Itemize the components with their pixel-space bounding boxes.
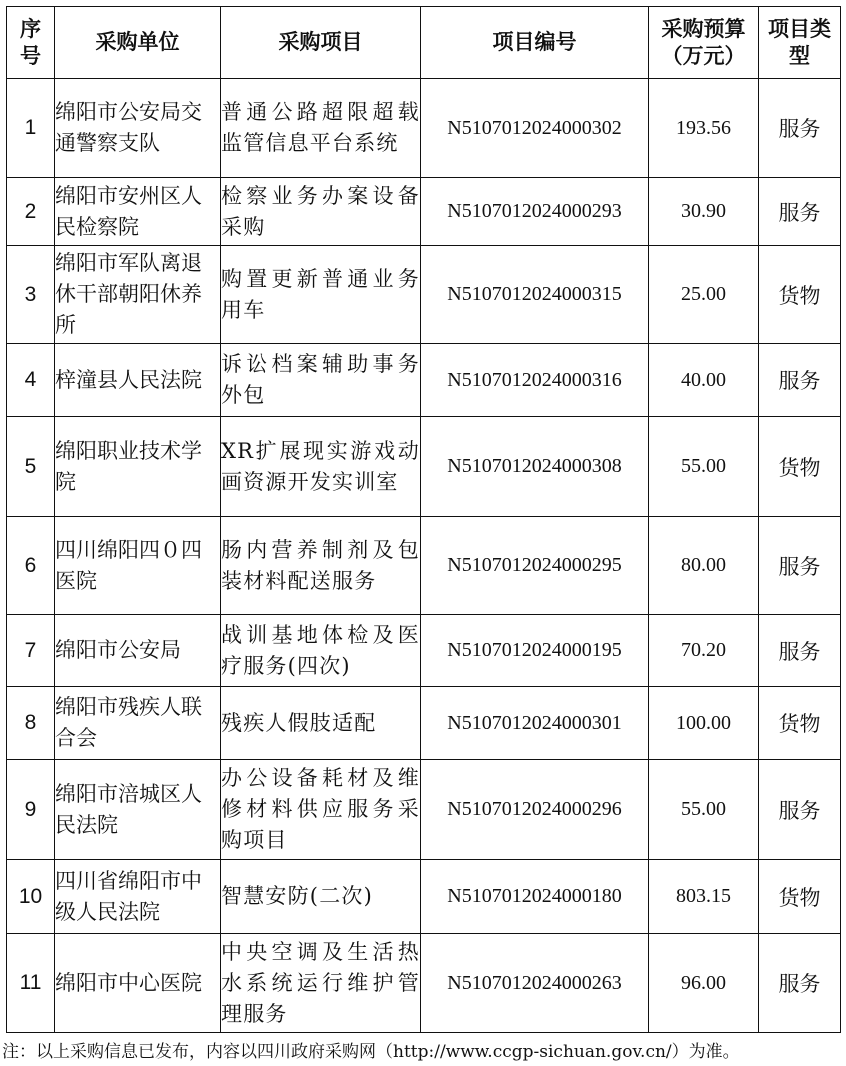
code-cell: N5107012024000315 bbox=[421, 246, 649, 344]
header-row bbox=[7, 7, 841, 79]
project-cell: 普通公路超限超载监管信息平台系统 bbox=[221, 79, 421, 178]
seq-cell: 2 bbox=[7, 178, 55, 246]
project-cell: 检察业务办案设备采购 bbox=[221, 178, 421, 246]
unit-cell: 绵阳市中心医院 bbox=[55, 934, 221, 1033]
seq-cell: 3 bbox=[7, 246, 55, 344]
budget-cell: 25.00 bbox=[649, 246, 759, 344]
type-cell: 服务 bbox=[759, 934, 841, 1033]
unit-cell: 四川省绵阳市中级人民法院 bbox=[55, 860, 221, 934]
code-cell: N5107012024000296 bbox=[421, 760, 649, 860]
type-cell: 货物 bbox=[759, 860, 841, 934]
code-cell: N5107012024000316 bbox=[421, 344, 649, 417]
seq-cell: 9 bbox=[7, 760, 55, 860]
header-code: 项目编号 bbox=[421, 7, 649, 79]
table-row bbox=[7, 517, 841, 615]
project-cell: 诉讼档案辅助事务外包 bbox=[221, 344, 421, 417]
table-row bbox=[7, 860, 841, 934]
unit-cell: 梓潼县人民法院 bbox=[55, 344, 221, 417]
table-row bbox=[7, 615, 841, 687]
type-cell: 服务 bbox=[759, 615, 841, 687]
unit-cell: 绵阳市军队离退休干部朝阳休养所 bbox=[55, 246, 221, 344]
budget-cell: 70.20 bbox=[649, 615, 759, 687]
header-unit: 采购单位 bbox=[55, 7, 221, 79]
type-cell: 服务 bbox=[759, 344, 841, 417]
type-cell: 服务 bbox=[759, 79, 841, 178]
table-row bbox=[7, 344, 841, 417]
budget-cell: 55.00 bbox=[649, 417, 759, 517]
header-project: 采购项目 bbox=[221, 7, 421, 79]
seq-cell: 6 bbox=[7, 517, 55, 615]
seq-cell: 10 bbox=[7, 860, 55, 934]
project-cell: 智慧安防(二次) bbox=[221, 860, 421, 934]
project-cell: 肠内营养制剂及包装材料配送服务 bbox=[221, 517, 421, 615]
code-cell: N5107012024000302 bbox=[421, 79, 649, 178]
budget-cell: 193.56 bbox=[649, 79, 759, 178]
type-cell: 货物 bbox=[759, 246, 841, 344]
unit-cell: 绵阳市安州区人民检察院 bbox=[55, 178, 221, 246]
header-type: 项目类型 bbox=[759, 7, 841, 79]
type-cell: 货物 bbox=[759, 417, 841, 517]
header-seq: 序号 bbox=[7, 7, 55, 79]
unit-cell: 四川绵阳四０四医院 bbox=[55, 517, 221, 615]
code-cell: N5107012024000195 bbox=[421, 615, 649, 687]
code-cell: N5107012024000295 bbox=[421, 517, 649, 615]
code-cell: N5107012024000308 bbox=[421, 417, 649, 517]
procurement-table bbox=[6, 6, 841, 1033]
budget-cell: 40.00 bbox=[649, 344, 759, 417]
code-cell: N5107012024000180 bbox=[421, 860, 649, 934]
type-cell: 货物 bbox=[759, 687, 841, 760]
type-cell: 服务 bbox=[759, 760, 841, 860]
table-row bbox=[7, 79, 841, 178]
unit-cell: 绵阳市公安局 bbox=[55, 615, 221, 687]
seq-cell: 11 bbox=[7, 934, 55, 1033]
unit-cell: 绵阳市公安局交通警察支队 bbox=[55, 79, 221, 178]
table-row bbox=[7, 246, 841, 344]
type-cell: 服务 bbox=[759, 517, 841, 615]
budget-cell: 803.15 bbox=[649, 860, 759, 934]
budget-cell: 100.00 bbox=[649, 687, 759, 760]
seq-cell: 4 bbox=[7, 344, 55, 417]
code-cell: N5107012024000301 bbox=[421, 687, 649, 760]
project-cell: 办公设备耗材及维修材料供应服务采购项目 bbox=[221, 760, 421, 860]
project-cell: 战训基地体检及医疗服务(四次) bbox=[221, 615, 421, 687]
seq-cell: 1 bbox=[7, 79, 55, 178]
table-row bbox=[7, 934, 841, 1033]
budget-cell: 55.00 bbox=[649, 760, 759, 860]
project-cell: 残疾人假肢适配 bbox=[221, 687, 421, 760]
unit-cell: 绵阳职业技术学院 bbox=[55, 417, 221, 517]
code-cell: N5107012024000293 bbox=[421, 178, 649, 246]
table-row bbox=[7, 760, 841, 860]
seq-cell: 5 bbox=[7, 417, 55, 517]
budget-cell: 96.00 bbox=[649, 934, 759, 1033]
table-row bbox=[7, 687, 841, 760]
seq-cell: 7 bbox=[7, 615, 55, 687]
project-cell: XR扩展现实游戏动画资源开发实训室 bbox=[221, 417, 421, 517]
code-cell: N5107012024000263 bbox=[421, 934, 649, 1033]
seq-cell: 8 bbox=[7, 687, 55, 760]
table-row bbox=[7, 178, 841, 246]
unit-cell: 绵阳市涪城区人民法院 bbox=[55, 760, 221, 860]
header-budget: 采购预算（万元） bbox=[649, 7, 759, 79]
table-row bbox=[7, 417, 841, 517]
unit-cell: 绵阳市残疾人联合会 bbox=[55, 687, 221, 760]
footnote: 注：以上采购信息已发布，内容以四川政府采购网（http://www.ccgp-sichuan.gov.cn/）为准。 bbox=[2, 1042, 740, 1062]
type-cell: 服务 bbox=[759, 178, 841, 246]
project-cell: 购置更新普通业务用车 bbox=[221, 246, 421, 344]
project-cell: 中央空调及生活热水系统运行维护管理服务 bbox=[221, 934, 421, 1033]
budget-cell: 80.00 bbox=[649, 517, 759, 615]
budget-cell: 30.90 bbox=[649, 178, 759, 246]
